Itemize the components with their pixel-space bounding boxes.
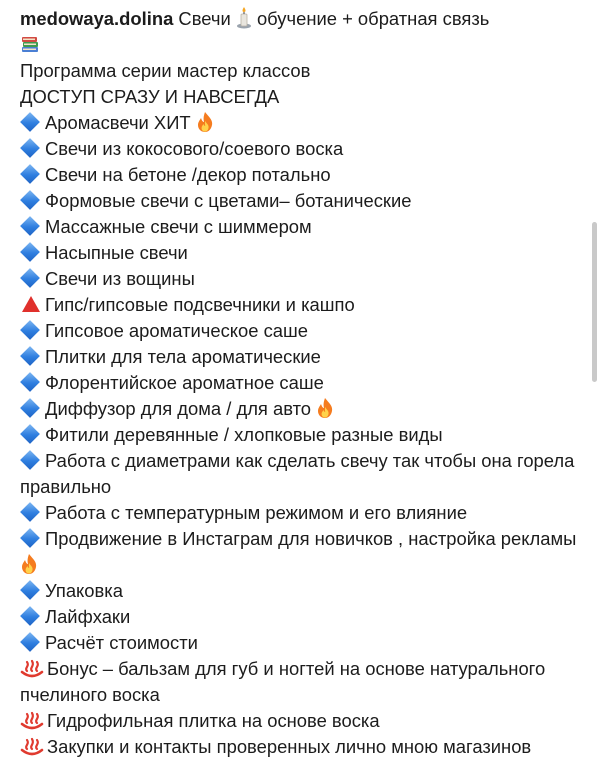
blue-diamond-icon [20,398,45,419]
list-item [20,448,582,500]
list-item [20,630,582,656]
blue-diamond-icon [20,320,45,341]
blue-diamond-icon [20,216,45,237]
list-item-text: Гипсовое ароматическое саше [45,320,308,341]
intro-line: Программа серии мастер классов [20,60,311,81]
list-item-text: Фитили деревянные / хлопковые разные виды [45,424,443,445]
blue-diamond-icon [20,424,45,445]
list-item-text: Аромасвечи ХИТ [45,112,196,133]
intro-line: ДОСТУП СРАЗУ И НАВСЕГДА [20,86,280,107]
list-item [20,292,582,318]
hot-springs-icon [20,710,47,731]
hot-springs-icon [20,658,47,679]
fire-icon [316,398,334,419]
blue-diamond-icon [20,164,45,185]
username-link[interactable]: medowaya.dolina [20,8,174,29]
list-item [20,500,582,526]
list-item-text: Свечи на бетоне /декор потально [45,164,331,185]
caption-text: обучение + обратная связь [251,8,490,29]
list-item [20,708,582,734]
list-item-text: Расчёт стоимости [45,632,198,653]
list-item [20,266,582,292]
list-item-text: Свечи из кокосового/соевого воска [45,138,344,159]
list-item-text: Лайфхаки [45,606,131,627]
blue-diamond-icon [20,450,45,471]
list-item-text: Закупки и контакты проверенных лично мною магазинов [47,736,532,757]
blue-diamond-icon [20,372,45,393]
list-item [20,656,582,708]
list-item-text: Насыпные свечи [45,242,188,263]
list-item-text: Работа с температурным режимом и его влияние [45,502,468,523]
list-item-text: Гипс/гипсовые подсвечники и кашпо [45,294,355,315]
list-item-text: Упаковка [45,580,123,601]
list-item-text: Продвижение в Инстаграм для новичков , настройка рекламы [45,528,577,549]
blue-diamond-icon [20,528,45,549]
blue-diamond-icon [20,606,45,627]
list-item-text: Диффузор для дома / для авто [45,398,317,419]
list-item-text: Гидрофильная плитка на основе воска [47,710,380,731]
list-item-text: Работа с диаметрами как сделать свечу так чтобы она горела правильно [20,450,575,497]
list-item [20,604,582,630]
blue-diamond-icon [20,138,45,159]
list-item [20,110,582,136]
list-item-text: Флорентийское ароматное саше [45,372,324,393]
list-item [20,318,582,344]
blue-diamond-icon [20,268,45,289]
scrollbar[interactable] [592,222,597,382]
books-icon [20,34,40,55]
list-item [20,370,582,396]
list-item [20,344,582,370]
list-item [20,526,582,578]
blue-diamond-icon [20,580,45,601]
blue-diamond-icon [20,190,45,211]
list-item [20,214,582,240]
blue-diamond-icon [20,632,45,653]
list-item [20,396,582,422]
list-item [20,136,582,162]
list-item [20,422,582,448]
list-item [20,734,582,760]
post-caption [20,6,582,760]
fire-icon [20,554,38,575]
blue-diamond-icon [20,502,45,523]
list-item [20,162,582,188]
red-triangle-icon [20,294,45,315]
list-item-text: Бонус – бальзам для губ и ногтей на основе натурального пчелиного воска [20,658,546,705]
blue-diamond-icon [20,112,45,133]
books-row [20,32,582,58]
list-item-text: Свечи из вощины [45,268,195,289]
list-item-text: Массажные свечи с шиммером [45,216,312,237]
caption-header [20,6,582,32]
hot-springs-icon [20,736,47,757]
blue-diamond-icon [20,346,45,367]
caption-text: Свечи [173,8,236,29]
fire-icon [196,112,214,133]
course-list [20,110,582,760]
list-item-text: Плитки для тела ароматические [45,346,321,367]
blue-diamond-icon [20,242,45,263]
candle-icon [236,8,252,29]
list-item [20,188,582,214]
list-item [20,578,582,604]
list-item-text: Формовые свечи с цветами– ботанические [45,190,412,211]
list-item [20,240,582,266]
